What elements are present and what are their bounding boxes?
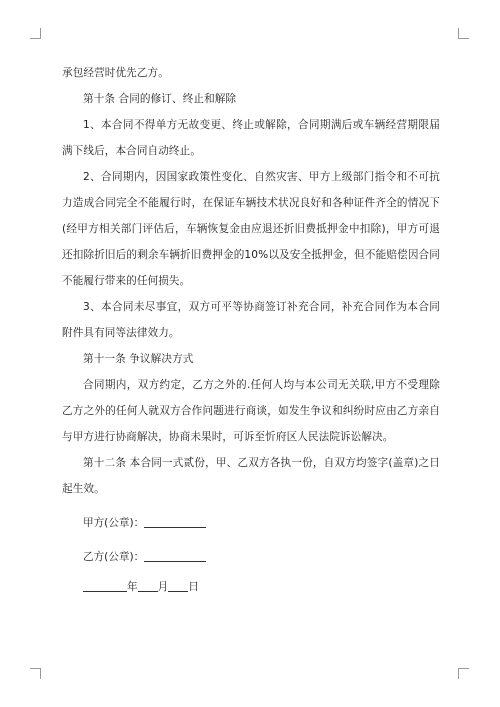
date-month-label: 月 <box>157 581 169 593</box>
article-10-clause-1: 1、本合同不得单方无故变更、终止或解除，合同期满后或车辆经营期限届满下线后，本合同自动终止。 <box>62 119 440 157</box>
party-a-signature-line <box>144 515 206 528</box>
crop-mark-top-left <box>30 28 41 39</box>
crop-mark-top-right <box>458 28 469 39</box>
signature-party-a <box>62 510 440 536</box>
document-page <box>62 60 440 600</box>
article-10-clause-3: 3、本合同未尽事宜，双方可平等协商签订补充合同，补充合同作为本合同附件具有同等法律效力。 <box>62 301 440 339</box>
article-11-body: 合同期内，双方约定，乙方之外的.任何人均与本公司无关联,甲方不受理除乙方之外的任何人就双方合作问题进行商谈，如发生争议和纠纷时应由乙方亲自与甲方进行协商解决，协商未果时，可诉至忻府区人民法院诉讼解决。 <box>62 379 440 443</box>
signature-party-b <box>62 544 440 570</box>
paragraph-continuation: 承包经营时优先乙方。 <box>62 67 169 79</box>
date-year-label: 年 <box>127 581 138 593</box>
date-year-line <box>83 579 127 592</box>
crop-mark-bottom-left <box>30 668 41 679</box>
party-b-signature-line <box>144 549 206 562</box>
article-10-clause-2: 2、合同期内，因国家政策性变化、自然灾害、甲方上级部门指令和不可抗力造成合同完全不能履行时，在保证车辆技术状况良好和各种证件齐全的情况下(经甲方相关部门评估后，车辆恢复金由应退还折旧费抵押金中扣除)，甲方可退还扣除折旧后的剩余车辆折旧费押金的10%以及安全抵押金，但不能赔偿因合同不能履行带来的任何损失。 <box>62 171 440 287</box>
party-a-label: 甲方(公章)： <box>83 517 145 529</box>
party-b-label: 乙方(公章)： <box>83 551 145 563</box>
article-10-heading: 第十条 合同的修订、终止和解除 <box>83 93 237 105</box>
article-11-heading: 第十一条 争议解决方式 <box>83 353 194 365</box>
date-day-line <box>168 579 188 592</box>
signature-date <box>62 574 440 600</box>
date-month-line <box>138 579 158 592</box>
article-12-body: 第十二条 本合同一式贰份，甲、乙双方各执一份，自双方均签字(盖章)之日起生效。 <box>62 457 440 495</box>
date-day-label: 日 <box>188 581 199 593</box>
crop-mark-bottom-right <box>458 668 469 679</box>
